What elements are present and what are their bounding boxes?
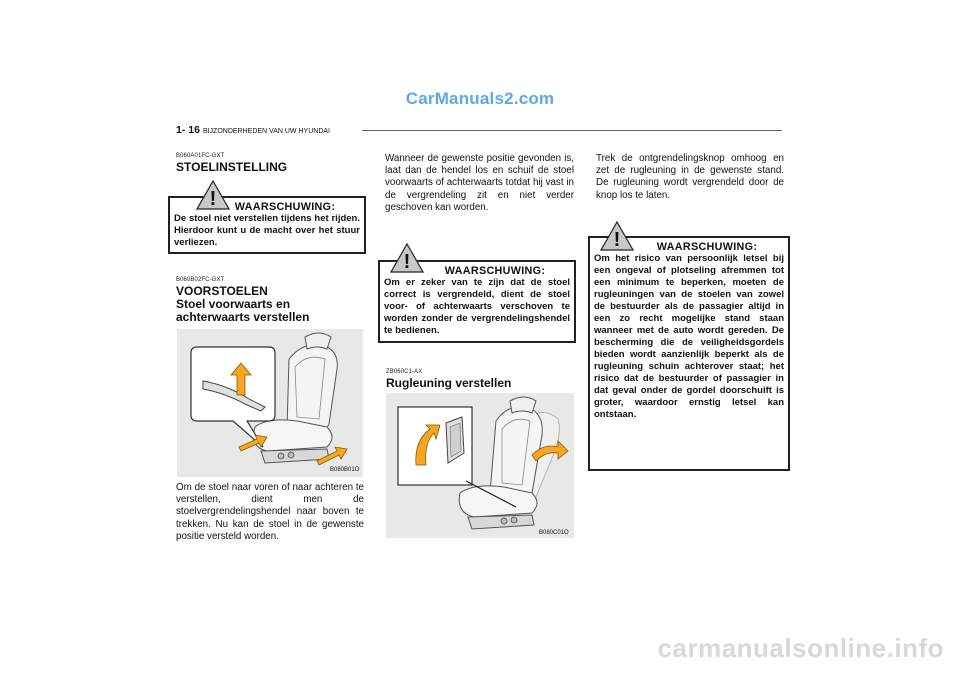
backrest-figure (386, 393, 574, 538)
section-title-rugleuning: Rugleuning verstellen (386, 376, 512, 390)
body-text-col1: Om de stoel naar voren of naar achteren te verstellen, dient men de stoelvergrendelingshendel naar boven te trekken. Nu kan de stoel in de gewenste positie versteld worden. (176, 482, 364, 542)
svg-text:!: ! (613, 229, 621, 251)
warning-heading: WAARSCHUWING: (444, 265, 546, 277)
subsection-title-line2: achterwaarts verstellen (176, 310, 310, 324)
watermark-top[interactable]: CarManuals2.com (405, 89, 555, 108)
section-title-voorstoelen: VOORSTOELEN (176, 284, 268, 298)
seat-slide-illustration (177, 329, 363, 477)
section-title-stoelinstelling: STOELINSTELLING (176, 160, 288, 174)
warning-heading: WAARSCHUWING: (656, 241, 758, 253)
page-number: 1- 16 (176, 124, 200, 136)
page-header (176, 124, 330, 136)
watermark-bottom[interactable]: carmanualsonline.info (657, 633, 944, 663)
seat-slide-figure (177, 329, 363, 477)
backrest-illustration (386, 393, 574, 538)
warning-box-3 (588, 236, 790, 471)
warning-heading: WAARSCHUWING: (234, 201, 336, 213)
warning-text: Om het risico van persoonlijk letsel bij een ongeval of plotseling afremmen tot een minimum te beperken, moeten de rugleuningen van de stoelen van zowel de bestuurder als de passagier altijd in een zo recht mogelijke stand staan wanneer met de auto wordt gereden. De bescherming die de veiligheidsgordels bieden wordt aanzienlijk beperkt als de rugleuning schuin achterover staat; het risico dat de bestuurder of passagier in dat geval onder de gordel doorschuift is groter, waardoor ernstig letsel kan ontstaan. (594, 253, 784, 420)
section-code-3: ZB060C1-AX (386, 369, 423, 375)
header-divider (362, 130, 782, 131)
body-text-col3: Trek de ontgrendelingsknop omhoog en zet de rugleuning in de gewenste stand. De rugleuning wordt vergrendeld door de knop los te laten. (596, 153, 784, 201)
warning-triangle-icon (600, 221, 634, 251)
svg-text:!: ! (403, 251, 411, 273)
warning-text: Om er zeker van te zijn dat de stoel correct is vergrendeld, dient de stoel voor- of achterwaarts verschoven te worden zonder de vergrendelingshendel te bedienen. (384, 277, 570, 336)
figure-code-1: B080B01O (330, 467, 360, 473)
warning-triangle-icon (196, 180, 230, 210)
section-code-2: B060B02FC-GXT (176, 277, 225, 283)
warning-triangle-icon (390, 243, 424, 273)
warning-text: De stoel niet verstellen tijdens het rijden. Hierdoor kunt u de macht over het stuur verliezen. (174, 213, 360, 248)
svg-text:!: ! (209, 188, 217, 210)
section-title: BIJZONDERHEDEN VAN UW HYUNDAI (202, 128, 330, 135)
figure-code-2: B080C01O (539, 530, 569, 536)
subsection-title-line1: Stoel voorwaarts en (176, 297, 291, 311)
section-code-1: B060A01FC-GXT (176, 153, 225, 159)
body-text-col2: Wanneer de gewenste positie gevonden is, laat dan de hendel los en schuif de stoel voorwaarts of achterwaarts totdat hij vast in de vergrendeling zit en niet verder geschoven kan worden. (385, 153, 574, 213)
